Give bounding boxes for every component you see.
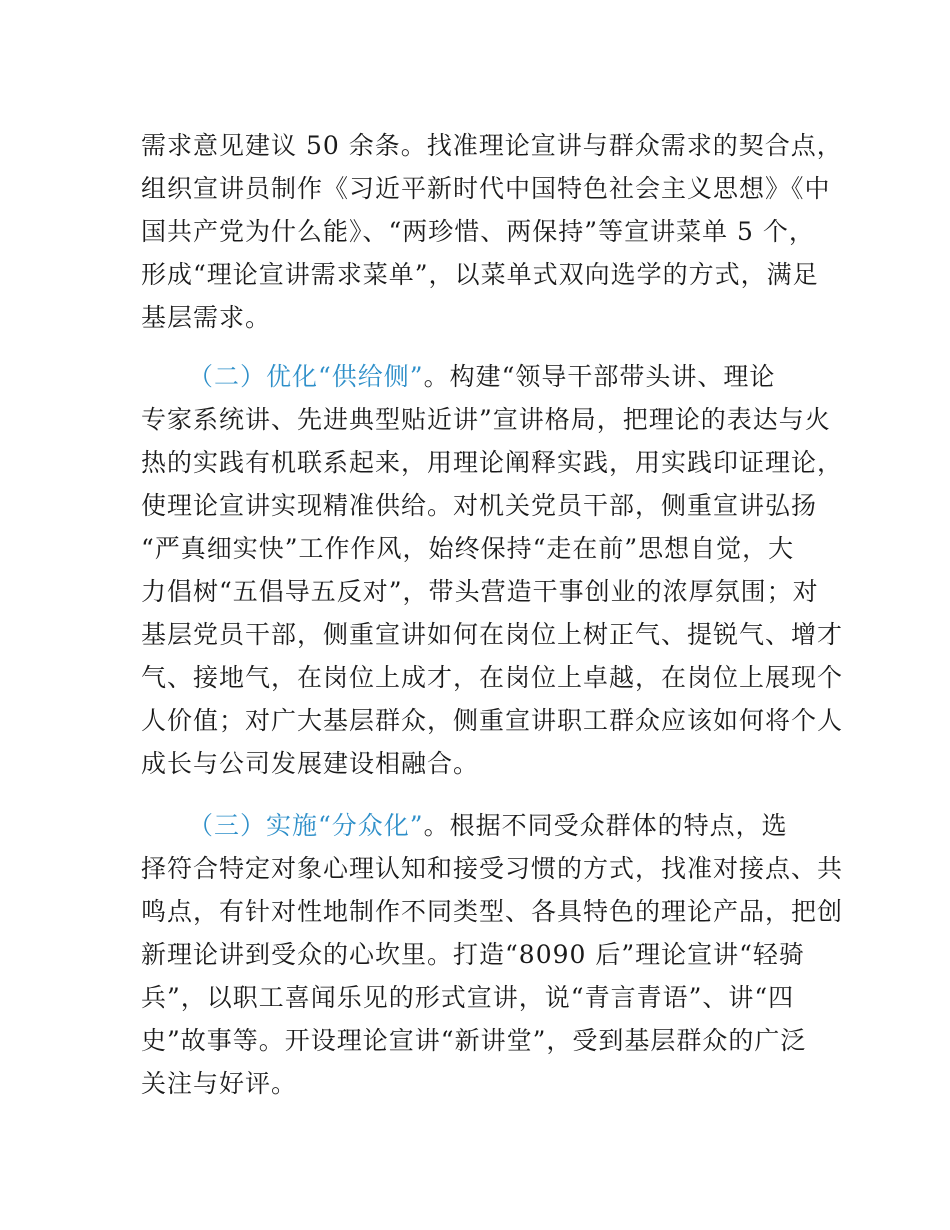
section-heading: （二）优化“供给侧” xyxy=(188,362,424,391)
paragraph-line: 气、接地气，在岗位上成才，在岗位上卓越，在岗位上展现个 xyxy=(141,663,844,692)
paragraph-line: 史”故事等。开设理论宣讲“新讲堂”，受到基层群众的广泛 xyxy=(141,1026,807,1055)
paragraph-line: 成长与公司发展建设相融合。 xyxy=(141,749,480,778)
paragraph-line: 需求意见建议 50 余条。找准理论宣讲与群众需求的契合点， xyxy=(141,131,843,160)
paragraph-line: 鸣点，有针对性地制作不同类型、各具特色的理论产品，把创 xyxy=(141,897,844,926)
paragraph-line: 基层党员干部，侧重宣讲如何在岗位上树正气、提锐气、增才 xyxy=(141,620,844,649)
paragraph-line: 基层需求。 xyxy=(141,303,272,332)
paragraph-line: 力倡树“五倡导五反对”，带头营造干事创业的浓厚氛围；对 xyxy=(141,577,819,606)
section-heading: （三）实施“分众化” xyxy=(188,811,424,840)
paragraph-text: 。构建“领导干部带头讲、理论 xyxy=(423,362,776,391)
paragraph-line: 人价值；对广大基层群众，侧重宣讲职工群众应该如何将个人 xyxy=(141,706,844,735)
paragraph-text: 。根据不同受众群体的特点，选 xyxy=(423,811,788,840)
paragraph-line: 热的实践有机联系起来，用理论阐释实践，用实践印证理论， xyxy=(141,448,844,477)
paragraph-line: 国共产党为什么能》、“两珍惜、两保持”等宣讲菜单 5 个， xyxy=(141,217,815,246)
paragraph-line: 关注与好评。 xyxy=(141,1069,298,1098)
paragraph-line: 择符合特定对象心理认知和接受习惯的方式，找准对接点、共 xyxy=(141,854,844,883)
paragraph-line: 组织宣讲员制作《习近平新时代中国特色社会主义思想》《中 xyxy=(141,174,831,203)
paragraph-line: 新理论讲到受众的心坎里。打造“8090 后”理论宣讲“轻骑 xyxy=(141,940,805,969)
paragraph-line: 形成“理论宣讲需求菜单”，以菜单式双向选学的方式，满足 xyxy=(141,260,819,289)
paragraph-first-line xyxy=(188,357,775,397)
paragraph-line: 使理论宣讲实现精准供给。对机关党员干部，侧重宣讲弘扬 xyxy=(141,491,818,520)
paragraph-line: 兵”，以职工喜闻乐见的形式宣讲，说“青言青语”、讲“四 xyxy=(141,983,795,1012)
paragraph-line: 专家系统讲、先进典型贴近讲”宣讲格局，把理论的表达与火 xyxy=(141,405,831,434)
paragraph-line: “严真细实快”工作作风，始终保持“走在前”思想自觉，大 xyxy=(141,534,795,563)
paragraph-first-line xyxy=(188,806,788,846)
